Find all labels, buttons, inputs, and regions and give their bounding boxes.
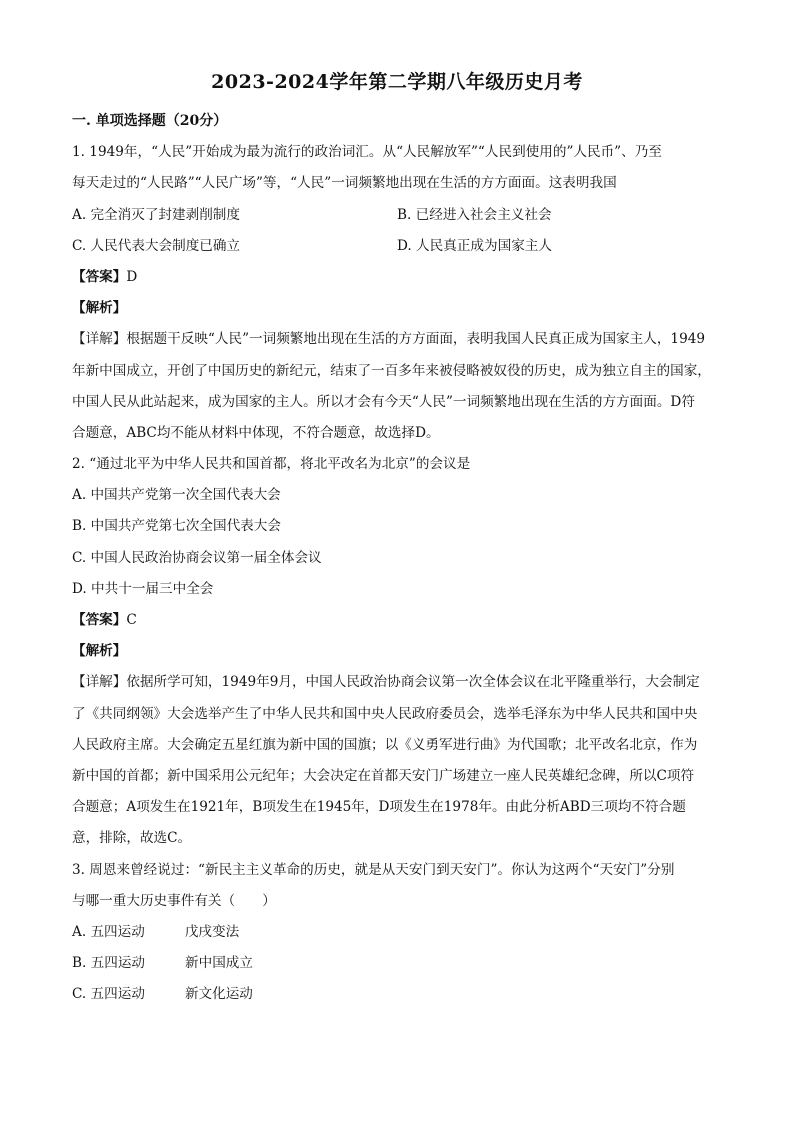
option-b: B. 中国共产党第七次全国代表大会 [72, 518, 281, 535]
option-c: C. 中国人民政治协商会议第一届全体会议 [72, 549, 322, 566]
option-label: C. 五四运动 [72, 986, 145, 1003]
document-content [72, 106, 724, 1010]
option-c [72, 979, 724, 1010]
option-row [72, 200, 724, 231]
question-2 [72, 449, 724, 854]
answer-label: 【答案】 [72, 612, 127, 628]
option-b: B. 已经进入社会主义社会 [397, 206, 552, 223]
analysis-label: 【解析】 [72, 300, 127, 317]
option-label: A. 五四运动 [72, 923, 145, 940]
answer-line [72, 605, 724, 636]
answer-line [72, 262, 724, 293]
option-d: D. 中共十一届三中全会 [72, 580, 214, 597]
option-a: A. 完全消灭了封建剥削制度 [72, 206, 240, 223]
option-pair: 戊戌变法 [184, 923, 240, 940]
option-pair: 新文化运动 [184, 986, 253, 1003]
option-a: A. 中国共产党第一次全国代表大会 [72, 487, 281, 504]
section-heading: 一. 单项选择题（20分） [72, 113, 228, 129]
answer-value: D [126, 268, 138, 285]
option-row [72, 231, 724, 262]
detail-line: 【详解】依据所学可知，1949年9月，中国人民政治协商会议第一次全体会议在北平隆重举行，大会制定 [72, 674, 700, 691]
analysis-label: 【解析】 [72, 643, 127, 660]
detail-line: 了《共同纲领》大会选举产生了中华人民共和国中央人民政府委员会，选举毛泽东为中华人民共和国中央 [72, 705, 698, 722]
detail-line: 合题意，ABC均不能从材料中体现，不符合题意，故选择D。 [72, 424, 440, 441]
detail-line: 中国人民从此站起来，成为国家的主人。所以才会有今天“人民”一词频繁地出现在生活的方方面面。D符 [72, 393, 695, 410]
option-c: C. 人民代表大会制度已确立 [72, 237, 241, 254]
question-3 [72, 855, 724, 1011]
question-stem-line: 1. 1949年，“人民”开始成为最为流行的政治词汇。从“人民解放军”“人民到使用的”人民币”、乃至 [72, 144, 662, 161]
question-stem-line: 与哪一重大历史事件有关（ ） [72, 892, 276, 909]
answer-label: 【答案】 [72, 268, 127, 285]
detail-line: 合题意；A项发生在1921年，B项发生在1945年，D项发生在1978年。由此分析ABD三项均不符合题 [72, 799, 686, 816]
detail-line: 新中国的首都；新中国采用公元纪年；大会决定在首都天安门广场建立一座人民英雄纪念碑，所以C项符 [72, 767, 695, 784]
question-stem-line: 每天走过的“人民路”“人民广场”等，“人民”一词频繁地出现在生活的方方面面。这表明我国 [72, 175, 617, 192]
detail-line: 意，排除，故选C。 [72, 830, 192, 847]
detail-line: 年新中国成立，开创了中国历史的新纪元，结束了一百多年来被侵略被奴役的历史，成为独立自主的国家， [72, 362, 711, 379]
detail-line: 人民政府主席。大会确定五星红旗为新中国的国旗；以《义勇军进行曲》为代国歌；北平改名北京，作为 [72, 736, 698, 753]
detail-line: 【详解】根据题干反映“人民”一词频繁地出现在生活的方方面面，表明我国人民真正成为国家主人，1949 [72, 331, 706, 348]
question-1 [72, 137, 724, 449]
page-title: 2023-2024学年第二学期八年级历史月考 [211, 71, 583, 93]
option-a [72, 917, 724, 948]
option-pair: 新中国成立 [185, 955, 253, 972]
answer-value: C [126, 612, 137, 628]
option-label: B. 五四运动 [72, 955, 146, 972]
option-b [72, 948, 724, 979]
question-stem-line: 3. 周恩来曾经说过：“新民主主义革命的历史，就是从天安门到天安门”。你认为这两个“天安门”分别 [72, 861, 675, 878]
option-d: D. 人民真正成为国家主人 [397, 237, 552, 254]
question-stem-line: 2. “通过北平为中华人民共和国首都，将北平改名为北京”的会议是 [72, 456, 471, 473]
